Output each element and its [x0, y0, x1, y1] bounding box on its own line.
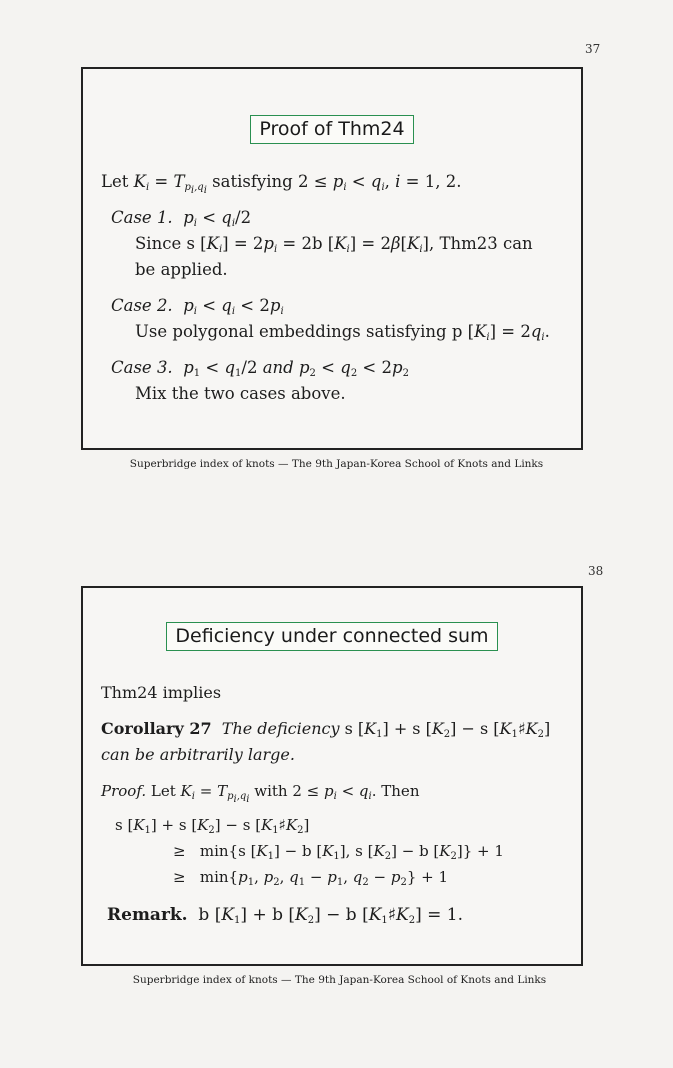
- page-number: 38: [588, 564, 604, 578]
- case1-body-2: be applied.: [135, 260, 228, 279]
- implies-line: Thm24 implies: [101, 683, 222, 702]
- equation-line: ≥ min{s $[K_1] - b$ $[K_1]$, s $[K_2] - b$ $[K_2]\} + 1$: [173, 842, 504, 862]
- case2-heading: Case 2. $p_i < q_i < 2p_i$: [111, 296, 284, 317]
- slide-footer: Superbridge index of knots — The 9th Japan-Korea School of Knots and Links: [132, 974, 547, 986]
- case3-body: Mix the two cases above.: [135, 384, 346, 403]
- case1-heading: Case 1. $p_i < q_i/2$: [111, 208, 252, 229]
- slide-title: Deficiency under connected sum: [166, 622, 497, 651]
- case1-body: Since s $[K_i] = 2p_i = 2b$ $[K_i] = 2\beta[K_i]$, Thm23 can: [135, 234, 533, 255]
- proof-line: Proof. Let $K_i = T_{p_i,q_i}$ with $2 \le p_i < q_i$. Then: [101, 782, 420, 805]
- slide-title: Proof of Thm24: [250, 115, 413, 144]
- corollary-line-2: can be arbitrarily large.: [101, 745, 295, 764]
- slide-footer: Superbridge index of knots — The 9th Japan-Korea School of Knots and Links: [129, 458, 544, 470]
- equation-line: ≥ $\min\{p_1$, $p_2$, $q_1 - p_1$, $q_2 - p_2\} + 1$: [173, 868, 449, 888]
- equation-line: s $[K_1] + s$ $[K_2] - s$ $[K_1♯K_2]$: [115, 816, 310, 836]
- intro-line: Let $K_i = T_{p_i,q_i}$ satisfying $2 \le p_i < q_i$, i = 1, 2.: [101, 172, 462, 196]
- slide-frame: [81, 67, 583, 450]
- case3-heading: Case 3. $p_1 < q_1/2$ and $p_2 < q_2 < 2p_2$: [111, 358, 409, 379]
- case2-body: Use polygonal embeddings satisfying p $[K_i] = 2q_i$.: [135, 322, 550, 343]
- page-number: 37: [585, 42, 601, 56]
- remark-line: Remark. b $[K_1] + b$ $[K_2] - b$ $[K_1♯K_2] = 1$.: [107, 905, 464, 926]
- corollary-line: Corollary 27 The deficiency s $[K_1] + s$ $[K_2] - s$ $[K_1♯K_2]$: [101, 719, 551, 740]
- slide-frame: [81, 586, 583, 966]
